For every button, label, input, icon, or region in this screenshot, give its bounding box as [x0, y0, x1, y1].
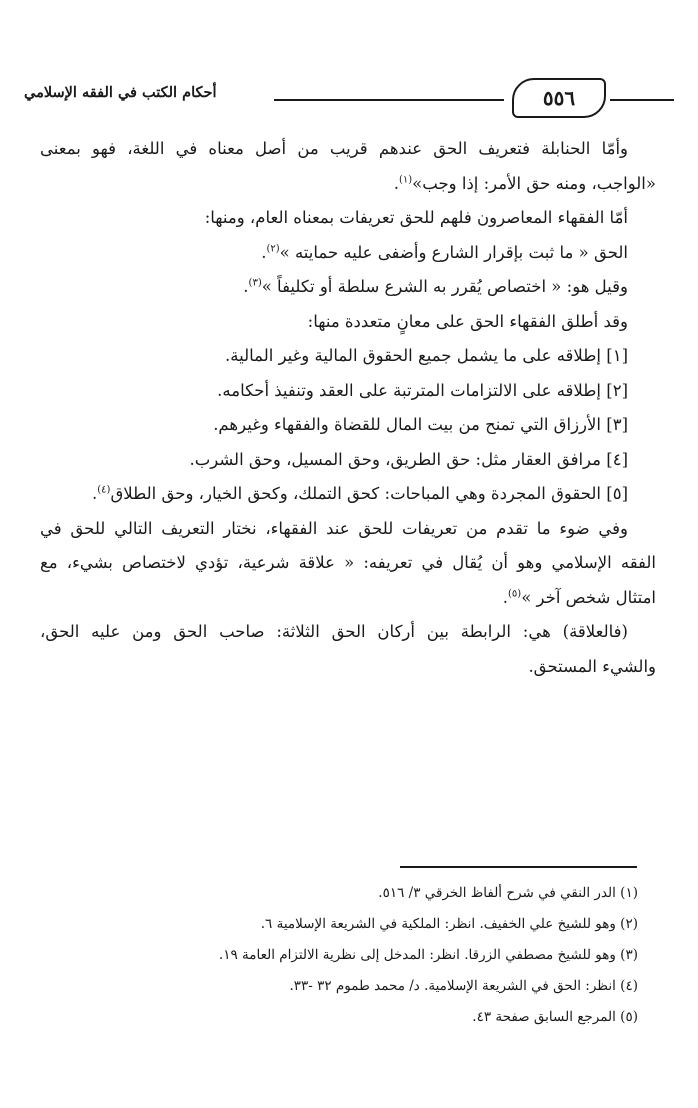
- page-header: [24, 72, 674, 120]
- footnote-ref: (٤): [97, 484, 111, 496]
- footnote-ref: (٥): [508, 588, 522, 599]
- header-rule-right: [610, 99, 674, 101]
- text-line: امتثال شخص آخر »$^{(٥)}$.: [502, 587, 656, 607]
- footnote-ref: (١): [398, 174, 413, 185]
- footnote: (٥) المرجع السابق صفحة ٤٣.: [472, 1009, 638, 1025]
- header-rule-left: [274, 99, 504, 101]
- footnote-separator: [400, 866, 637, 868]
- footnotes: [40, 878, 638, 1033]
- list-item: [٤] مرافق العقار مثل: حق الطريق، وحق المسيل، وحق الشرب.: [189, 449, 628, 469]
- text-line: «الواجب، ومنه حق الأمر: إذا وجب»$^{(١)}$.: [393, 173, 656, 193]
- text-line: الفقه الإسلامي وهو أن يُقال في تعريفه: « علاقة شرعية، تؤدي لاختصاص بشيء، مع: [40, 553, 656, 572]
- page-number: ٥٥٦: [542, 86, 576, 110]
- text-line: والشيء المستحق.: [528, 656, 656, 676]
- text-line: (فالعلاقة) هي: الرابطة بين أركان الحق الثلاثة: صاحب الحق ومن عليه الحق،: [40, 622, 628, 641]
- list-item: [٥] الحقوق المجردة وهي المباحات: كحق التملك، وكحق الخيار، وحق الطلاق$^{(٤)}$.: [92, 484, 628, 503]
- list-item: [٢] إطلاقه على الالتزامات المترتبة على العقد وتنفيذ أحكامه.: [217, 380, 628, 400]
- text-line: الحق « ما ثبت بإقرار الشارع وأضفى عليه حمايته »$^{(٢)}$.: [261, 242, 628, 262]
- text-line: أمّا الفقهاء المعاصرون فلهم للحق تعريفات بمعناه العام، ومنها:: [204, 208, 628, 227]
- text-line: وقيل هو: « اختصاص يُقرر به الشرع سلطة أو تكليفاً »$^{(٣)}$.: [243, 277, 628, 296]
- footnote-ref: (٣): [248, 277, 262, 289]
- text-line: وفي ضوء ما تقدم من تعريفات للحق عند الفقهاء، نختار التعريف التالي للحق في: [40, 518, 628, 538]
- page-number-badge: [512, 78, 606, 118]
- footnote-ref: (٢): [266, 243, 280, 254]
- text-line: وقد أطلق الفقهاء الحق على معانٍ متعددة منها:: [307, 311, 628, 331]
- footnote: (١) الدر النقي في شرح ألفاظ الخرقي ٣/ ٥١٦.: [378, 885, 638, 901]
- text-line: وأمّا الحنابلة فتعريف الحق عندهم قريب من أصل معناه في اللغة، فهو بمعنى: [40, 139, 628, 158]
- footnote: (٤) انظر: الحق في الشريعة الإسلامية. د/ محمد طموم ٣٢ -٣٣.: [289, 978, 638, 994]
- list-item: [١] إطلاقه على ما يشمل جميع الحقوق المالية وغير المالية.: [225, 346, 628, 365]
- list-item: [٣] الأرزاق التي تمنح من بيت المال للقضاة والفقهاء وغيرهم.: [213, 415, 628, 434]
- footnote: (٣) وهو للشيخ مصطفي الزرقا. انظر: المدخل إلى نظرية الالتزام العامة ١٩.: [218, 947, 638, 963]
- running-title: أحكام الكتب في الفقه الإسلامي: [24, 84, 217, 101]
- footnote: (٢) وهو للشيخ علي الخفيف. انظر: الملكية في الشريعة الإسلامية ٦.: [260, 916, 638, 932]
- body-text: [40, 132, 656, 684]
